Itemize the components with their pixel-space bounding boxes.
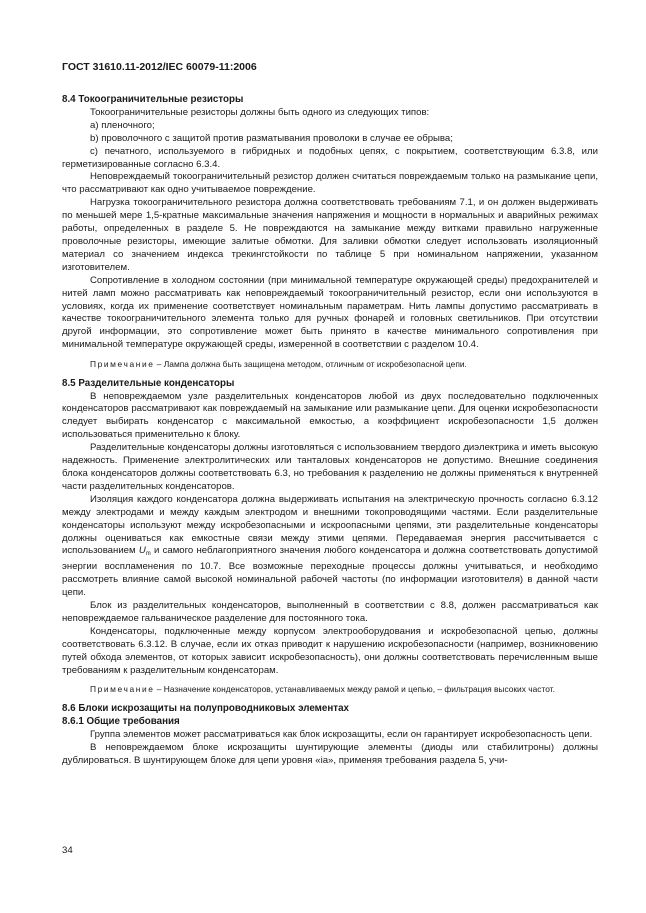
paragraph: Неповреждаемый токоограничительный резистор должен считаться повреждаемым только на размыкание цепи, что рассматривают как одно учитываемое повреждение.	[62, 171, 598, 196]
section-8-4-title: 8.4 Токоограничительные резисторы	[62, 94, 244, 105]
paragraph: Токоограничительные резисторы должны быть одного из следующих типов:	[90, 106, 430, 118]
note	[62, 684, 598, 696]
paragraph: Сопротивление в холодном состоянии (при минимальной температуре окружающей среды) предохранителей и нитей ламп можно рассматривать как неповреждаемый токоограничительный резистор, если они используются в условиях, когда их применение соответствует номинальным параметрам. Нить лампы допустимо рассматривать в качестве токоограничительного элемента только для ручных фонарей и головных светильников. При отсутствии другой информации, это сопротивление может быть принято в качестве минимального сопротивления при минимальной температуре окружающей среды, измеренной в соответствии с разделом 10.4.	[62, 274, 598, 351]
list-item-b: b) проволочного с защитой против разматывания проволоки в случае ее обрыва;	[90, 132, 453, 144]
paragraph: Нагрузка токоограничительного резистора должна соответствовать требованиям 7.1, и он должен выдерживать по меньшей мере 1,5-кратные максимальные значения напряжения и мощности в нормальных и аварийных режимах работы, определенных в разделе 5. Не повреждаются на замыкание между витками правильно нагруженные проволочные резисторы, имеющие залитые обмотки. Для заливки обмотки следует использовать изоляционный материал со значением индекса трекингстойкости по таблице 5 при номинальном напряжении, указанном изготовителем.	[62, 197, 598, 273]
paragraph-text: Изоляция каждого конденсатора должна выдерживать испытания на электрическую прочность согласно 6.3.12 между электродами и между каждым электродом и внешними токопроводящими частями. Если разделительные конденсаторы используют между искробезопасными и искроопасными цепями, эти разделительные конденсаторы должны оцениваться как емкостные связи между этими цепями. Передаваемая энергия рассчитывается с использованием	[62, 493, 598, 557]
note-label: Примечание	[90, 684, 155, 695]
section-8-6-title: 8.6 Блоки искрозащиты на полупроводниковых элементах	[62, 702, 349, 714]
um-subscript: m	[145, 551, 151, 558]
paragraph: В неповреждаемом блоке искрозащиты шунтирующие элементы (диоды или стабилитроны) должны дублироваться. В шунтирующем блоке для цепи уровня «ia», применяя требования раздела 5, учи-	[62, 741, 598, 766]
paragraph: Группа элементов может рассматриваться как блок искрозащиты, если он гарантирует искробезопасность цепи.	[90, 728, 593, 740]
um-symbol	[139, 545, 151, 556]
paragraph-text: и самого неблагоприятного значения любого конденсатора и должна соответствовать допустимой энергии воспламенения по 10.7. Все возможные переходные процессы должны учитываться, и необходимо рассмотреть влияние самой высокой номинальной рабочей частоты (по информации изготовителя) в данной части цепи.	[62, 545, 599, 599]
note-text: – Назначение конденсаторов, устанавливаемых между рамой и цепью, – фильтрация высоких частот.	[154, 684, 555, 695]
page-number: 34	[62, 845, 73, 856]
paragraph: Блок из разделительных конденсаторов, выполненный в соответствии с 8.8, должен рассматриваться как неповреждаемое гальваническое разделение для постоянного тока.	[62, 600, 598, 624]
um-letter: U	[138, 545, 146, 557]
section-8-6-1-title: 8.6.1 Общие требования	[62, 715, 180, 727]
paragraph: Разделительные конденсаторы должны изготовляться с использованием твердого диэлектрика и иметь высокую надежность. Применение электролитических или танталовых конденсаторов не допустимо. Внешние соединения блока конденсаторов должны соответствовать 6.3, но требования к разделению не должны применяться к внутренней части разделительных конденсаторов.	[62, 442, 598, 492]
document-header: ГОСТ 31610.11-2012/IEC 60079-11:2006	[62, 61, 257, 73]
note	[62, 359, 598, 371]
list-item-a: a) пленочного;	[90, 119, 155, 131]
note-label: Примечание	[90, 359, 155, 370]
document-body	[62, 94, 598, 768]
note-text: – Лампа должна быть защищена методом, отличным от искробезопасной цепи.	[154, 359, 467, 370]
paragraph: В неповреждаемом узле разделительных конденсаторов любой из двух последовательно подключенных конденсаторов рассматривают как повреждаемый на замыкание или размыкание цепи. Для оценки искробезопасности следует выбирать конденсатор с максимальной емкостью, а коэффициент искробезопасности 1,5 должен использоваться применительно к блоку.	[62, 390, 598, 441]
paragraph: Конденсаторы, подключенные между корпусом электрооборудования и искробезопасной цепью, должны соответствовать 6.3.12. В случае, если их отказ приводит к нарушению искробезопасности (например, возникновению путей обхода элементов, от которых зависит искробезопасность), они должны соответствовать перечисленным выше требованиям к разделительным конденсаторам.	[62, 625, 598, 676]
list-item-c: c) печатного, используемого в гибридных и подобных цепях, с покрытием, соответствующим 6.3.8, или герметизированные согласно 6.3.4.	[62, 145, 598, 170]
section-8-5-title: 8.5 Разделительные конденсаторы	[62, 377, 235, 389]
paragraph	[62, 494, 598, 600]
